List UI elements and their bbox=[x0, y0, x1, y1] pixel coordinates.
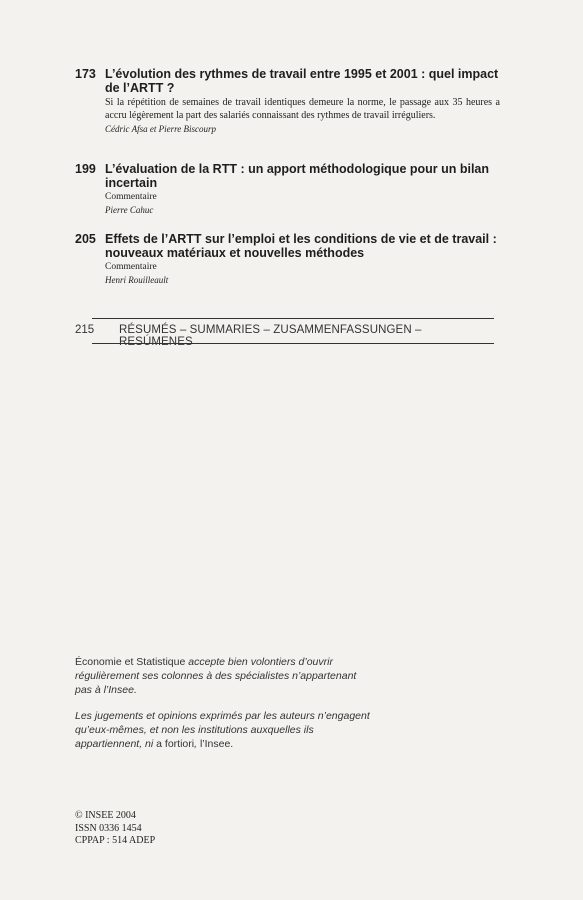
disclaimer-insee: l’Insee bbox=[199, 738, 231, 750]
toc-page-number: 199 bbox=[75, 162, 96, 176]
divider-top bbox=[92, 318, 494, 319]
toc-title[interactable]: L’évolution des rythmes de travail entre 1995 et 2001 : quel impact de l’ARTT ? bbox=[105, 67, 499, 95]
divider-bottom bbox=[92, 343, 494, 344]
editorial-notice bbox=[75, 655, 375, 697]
toc-authors: Henri Rouilleault bbox=[105, 275, 169, 285]
toc-authors: Pierre Cahuc bbox=[105, 205, 154, 215]
copyright-line: © INSEE 2004 bbox=[75, 810, 136, 821]
summaries-label[interactable]: RÉSUMÉS – SUMMARIES – ZUSAMMENFASSUNGEN – RESÚMENES bbox=[119, 324, 422, 348]
disclaimer-end: . bbox=[230, 738, 234, 750]
notice-text: accepte bien volontiers d’ouvrir régulièrement ses colonnes à des spécialistes n’appartenant pas à l’Insee. bbox=[75, 656, 357, 696]
toc-entry bbox=[75, 162, 500, 216]
publication-name: Économie et Statistique bbox=[75, 656, 186, 668]
toc-entry bbox=[75, 232, 500, 286]
cppap-line: CPPAP : 514 ADEP bbox=[75, 835, 156, 846]
toc-authors: Cédric Afsa et Pierre Biscourp bbox=[105, 124, 216, 134]
toc-subtitle: Commentaire bbox=[105, 262, 157, 272]
toc-page-number: 205 bbox=[75, 232, 96, 246]
summaries-page-number: 215 bbox=[75, 324, 95, 336]
disclaimer-text: Les jugements et opinions exprimés par les auteurs n’engagent qu’eux-mêmes, et non les institutions auxquelles ils appartiennent, ni bbox=[75, 710, 370, 750]
copyright-block bbox=[75, 810, 155, 848]
toc-title[interactable]: L’évaluation de la RTT : un apport méthodologique pour un bilan incertain bbox=[105, 162, 490, 190]
issn-line: ISSN 0336 1454 bbox=[75, 822, 142, 834]
toc-page-number: 173 bbox=[75, 67, 96, 81]
disclaimer-comma: , bbox=[194, 738, 200, 750]
toc-description: Si la répétition de semaines de travail identiques demeure la norme, le passage aux 35 heures a accru légèrement la part des salariés connaissant des rythmes de travail irréguliers. bbox=[105, 97, 500, 121]
disclaimer-fortiori: a fortiori bbox=[156, 738, 195, 750]
toc-entry bbox=[75, 67, 500, 135]
toc-title[interactable]: Effets de l’ARTT sur l’emploi et les conditions de vie et de travail : nouveaux matériaux et nouvelles méthodes bbox=[105, 232, 497, 260]
toc-subtitle: Commentaire bbox=[105, 192, 157, 202]
disclaimer bbox=[75, 709, 375, 751]
